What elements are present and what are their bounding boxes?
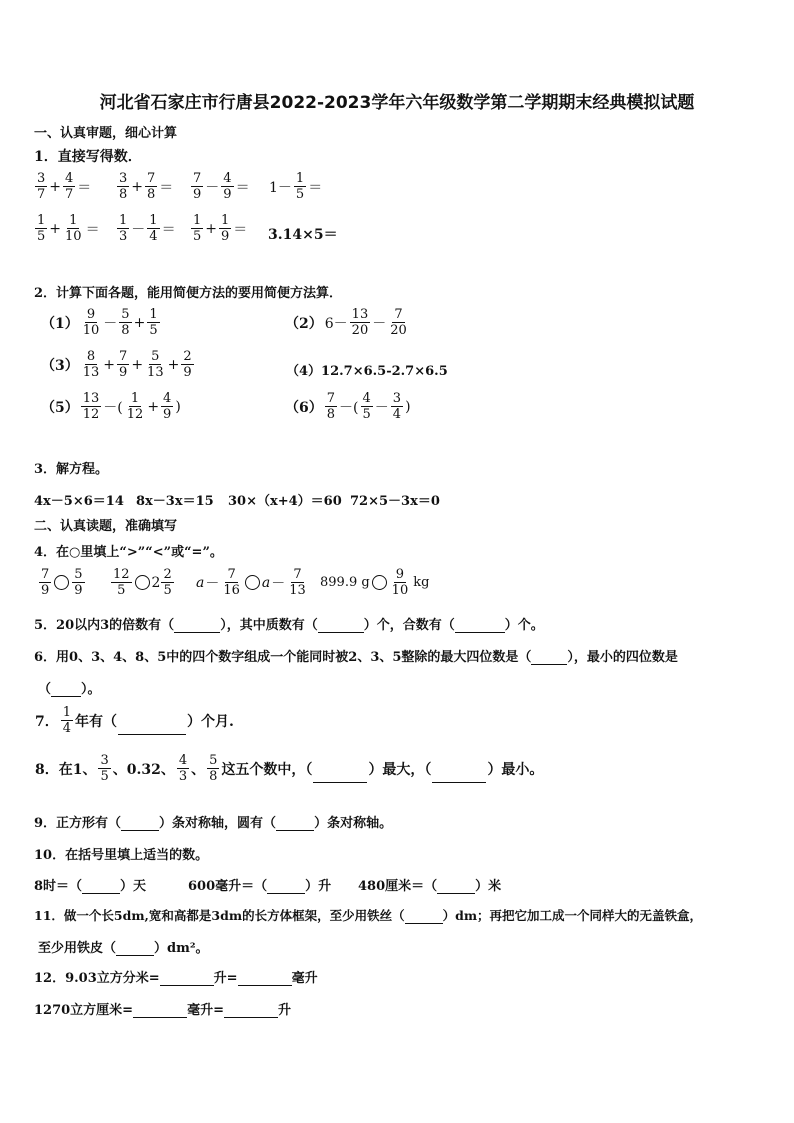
q2-problem-4: （4）12.7×6.5-2.7×6.5 — [286, 364, 448, 379]
fraction: $\frac{7}{8}$ — [147, 171, 156, 202]
q3-equation-1: 4x－5×6＝14 — [34, 494, 124, 509]
fraction: $\frac{9}{10}$ — [391, 567, 409, 598]
answer-blank[interactable] — [224, 1017, 278, 1018]
q2-problem-3: （3） $\frac{8}{13}$ + $\frac{7}{9}$ + $\frac{5}{13}$ + $\frac{2}{9}$ — [41, 349, 192, 380]
q6-text-cont: （ ）。 — [38, 682, 101, 697]
fraction: $\frac{7}{16}$ — [223, 567, 240, 598]
fraction: $\frac{2}{9}$ — [183, 349, 192, 380]
section-2-heading: 二、认真读题，准确填写 — [34, 519, 178, 534]
q4-label: 4．在○里填上“>”“<”或“=”。 — [34, 545, 223, 560]
q1-row2-item2: $\frac{1}{3}$ － $\frac{1}{4}$ ＝ — [119, 213, 176, 244]
answer-blank[interactable] — [118, 734, 186, 735]
q1-row1-item2: $\frac{3}{8}$ + $\frac{7}{8}$ ＝ — [119, 171, 174, 202]
q2-problem-2: （2） 6－ $\frac{13}{20}$ － $\frac{7}{20}$ — [285, 307, 407, 338]
answer-blank[interactable] — [318, 632, 364, 633]
answer-blank[interactable] — [455, 632, 505, 633]
q12-text: 12．9.03立方分米= 升= 毫升 — [34, 971, 318, 986]
fraction: $\frac{7}{9}$ — [41, 567, 50, 598]
q9-text: 9．正方形有（ ）条对称轴，圆有（ ）条对称轴。 — [34, 816, 393, 831]
answer-blank[interactable] — [82, 893, 120, 894]
q10-item-1: 8时＝（ ）天 — [34, 879, 147, 894]
q1-row2-item3: $\frac{1}{5}$ + $\frac{1}{9}$ ＝ — [193, 213, 248, 244]
q7-text: 7． $\frac{1}{4}$ 年有（ ）个月. — [35, 705, 234, 736]
q2-label: 2．计算下面各题，能用简便方法的要用简便方法算． — [34, 286, 343, 301]
q3-equation-3: 30×（x+4）＝60 — [228, 494, 342, 509]
fraction: $\frac{13}{12}$ — [82, 391, 100, 422]
fraction: $\frac{5}{8}$ — [209, 753, 218, 784]
fraction: $\frac{7}{8}$ — [326, 391, 336, 422]
q4-compare-3: a－ $\frac{7}{16}$ a－ $\frac{7}{13}$ — [196, 567, 306, 598]
fraction: $\frac{7}{9}$ — [119, 349, 128, 380]
section-1-heading: 一、认真审题，细心计算 — [34, 126, 178, 141]
q5-text: 5．20以内3的倍数有（ ），其中质数有（ ）个，合数有（ ）个。 — [34, 618, 544, 633]
fraction: $\frac{1}{9}$ — [221, 213, 230, 244]
q1-label: 1．直接写得数． — [34, 149, 142, 165]
fraction: $\frac{3}{4}$ — [392, 391, 402, 422]
blank-circle[interactable] — [135, 575, 150, 590]
answer-blank[interactable] — [267, 893, 305, 894]
fraction: $\frac{8}{13}$ — [82, 349, 100, 380]
fraction: $\frac{1}{4}$ — [62, 705, 72, 736]
fraction: $\frac{1}{5}$ — [149, 307, 158, 338]
fraction: $\frac{3}{7}$ — [37, 171, 46, 202]
answer-blank[interactable] — [160, 985, 214, 986]
q2-problem-6: （6） $\frac{7}{8}$ －( $\frac{4}{5}$ － $\frac{3}{4}$ ) — [285, 391, 411, 422]
answer-blank[interactable] — [276, 830, 314, 831]
blank-circle[interactable] — [245, 575, 260, 590]
q3-label: 3．解方程。 — [34, 462, 109, 477]
answer-blank[interactable] — [313, 782, 367, 783]
fraction: $\frac{1}{4}$ — [149, 213, 158, 244]
fraction: $\frac{4}{3}$ — [178, 753, 188, 784]
fraction: $\frac{7}{20}$ — [390, 307, 407, 338]
q6-text: 6．用0、3、4、8、5中的四个数字组成一个能同时被2、3、5整除的最大四位数是（ ），最小的四位数是 — [34, 650, 678, 665]
fraction: $\frac{3}{5}$ — [100, 753, 109, 784]
q12b-text: 1270立方厘米= 毫升= 升 — [34, 1003, 291, 1018]
fraction: $\frac{5}{13}$ — [147, 349, 164, 380]
fraction: $\frac{1}{3}$ — [119, 213, 128, 244]
fraction: $\frac{1}{5}$ — [37, 213, 46, 244]
answer-blank[interactable] — [116, 955, 154, 956]
q11-text-cont: 至少用铁皮（ ）dm²。 — [38, 941, 209, 956]
fraction: $\frac{3}{8}$ — [119, 171, 128, 202]
q4-compare-1 — [38, 568, 86, 597]
q10-label: 10．在括号里填上适当的数。 — [34, 848, 209, 863]
q10-item-3: 480厘米＝（ ）米 — [358, 879, 502, 894]
fraction: $\frac{1}{5}$ — [295, 171, 305, 202]
fraction: $\frac{4}{5}$ — [362, 391, 371, 422]
answer-blank[interactable] — [51, 696, 81, 697]
fraction: $\frac{7}{9}$ — [193, 171, 202, 202]
page-title: 河北省石家庄市行唐县2022-2023学年六年级数学第二学期期末经典模拟试题 — [99, 93, 695, 113]
answer-blank[interactable] — [432, 782, 486, 783]
fraction: $\frac{5}{8}$ — [121, 307, 130, 338]
fraction: $\frac{12}{5}$ — [113, 567, 130, 598]
q3-equation-4: 72×5－3x＝0 — [350, 494, 440, 509]
answer-blank[interactable] — [238, 985, 292, 986]
q1-row1-item3: $\frac{7}{9}$ － $\frac{4}{9}$ ＝ — [193, 171, 250, 202]
q10-item-2: 600毫升＝（ ）升 — [188, 879, 332, 894]
fraction: $\frac{1}{5}$ — [193, 213, 202, 244]
q1-row1-item1: $\frac{3}{7}$ + $\frac{4}{7}$ ＝ — [37, 171, 92, 202]
blank-circle[interactable] — [54, 575, 69, 590]
fraction: $\frac{4}{9}$ — [163, 391, 172, 422]
answer-blank[interactable] — [174, 632, 220, 633]
answer-blank[interactable] — [437, 893, 475, 894]
fraction: $\frac{2}{5}$ — [163, 567, 172, 598]
q1-row1-item4: 1－ $\frac{1}{5}$ ＝ — [269, 171, 323, 202]
fraction: $\frac{1}{12}$ — [126, 391, 144, 422]
q1-row2-item1: $\frac{1}{5}$ + $\frac{1}{10}$ ＝ — [37, 213, 100, 244]
q3-equation-2: 8x－3x＝15 — [136, 494, 214, 509]
fraction: $\frac{13}{20}$ — [351, 307, 369, 338]
blank-circle[interactable] — [372, 575, 387, 590]
q11-text: 11．做一个长5dm,宽和高都是3dm的长方体框架，至少用铁丝（ ）dm；再把它加工成一个同样大的无盖铁盒， — [34, 908, 703, 923]
q1-row2-item4: 3.14×5＝ — [268, 227, 338, 243]
q2-problem-1: （1） $\frac{9}{10}$ － $\frac{5}{8}$ + $\frac{1}{5}$ — [41, 307, 158, 338]
fraction: $\frac{9}{10}$ — [82, 307, 100, 338]
fraction: $\frac{4}{9}$ — [223, 171, 232, 202]
fraction: $\frac{1}{10}$ — [65, 213, 82, 244]
answer-blank[interactable] — [531, 664, 567, 665]
fraction: $\frac{4}{7}$ — [65, 171, 74, 202]
answer-blank[interactable] — [405, 923, 443, 924]
answer-blank[interactable] — [133, 1017, 187, 1018]
q4-compare-4: 899.9 g $\frac{9}{10}$ kg — [320, 567, 430, 598]
fraction: $\frac{7}{13}$ — [289, 567, 306, 598]
q4-compare-2: $\frac{12}{5}$ 2 $\frac{2}{5}$ — [113, 567, 172, 598]
fraction: $\frac{5}{9}$ — [74, 567, 83, 598]
answer-blank[interactable] — [121, 830, 159, 831]
q8-text: 8．在1、 $\frac{3}{5}$ 、0.32、 $\frac{4}{3}$ 、 $\frac{5}{8}$ 这五个数中，（ ）最大，（ ）最小。 — [35, 753, 544, 784]
q2-problem-5: （5） $\frac{13}{12}$ －( $\frac{1}{12}$ + $\frac{4}{9}$ ) — [41, 391, 181, 422]
